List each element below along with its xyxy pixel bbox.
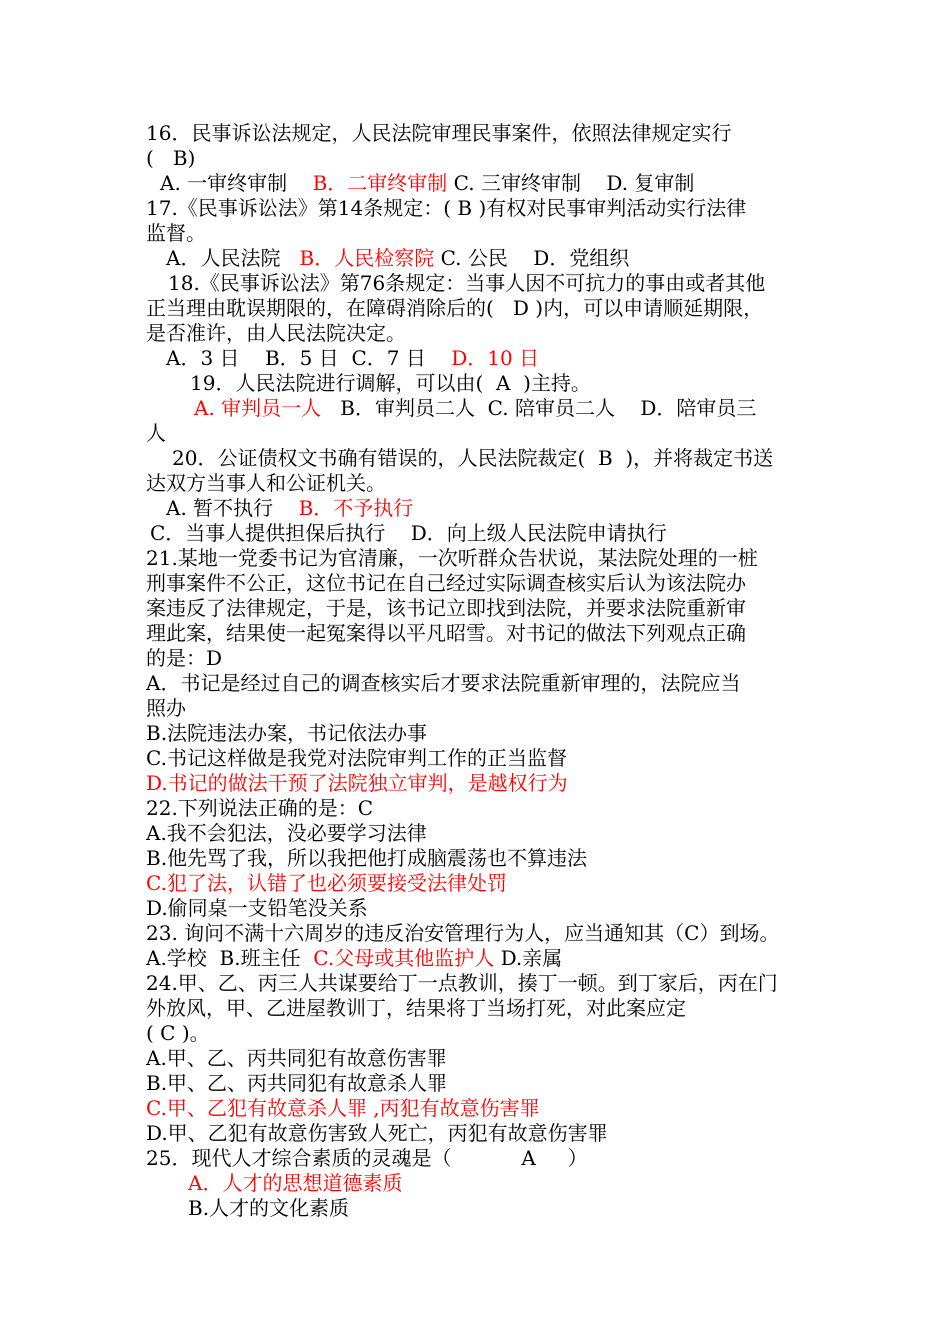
line-text: D.亲属 [494, 946, 563, 970]
text-line [146, 371, 810, 396]
text-line [146, 521, 810, 546]
answer-text: D.书记的做法干预了法院独立审判，是越权行为 [146, 771, 568, 795]
text-line [146, 321, 810, 346]
line-text: 21.某地一党委书记为官清廉，一次听群众告状说，某法院处理的一桩 [146, 546, 758, 570]
text-line [146, 746, 810, 771]
answer-text: A. 审判员一人 [194, 396, 322, 420]
line-text: 23. 询问不满十六周岁的违反治安管理行为人，应当通知其（C）到场。 [146, 921, 780, 945]
text-line [146, 796, 810, 821]
line-text: 的是：D [146, 646, 223, 670]
line-text: 19．人民法院进行调解，可以由( A )主持。 [190, 371, 591, 395]
line-text: C．当事人提供担保后执行 D．向上级人民法院申请执行 [150, 521, 667, 545]
line-text: D.甲、乙犯有故意伤害致人死亡，丙犯有故意伤害罪 [146, 1121, 608, 1145]
text-line [146, 1071, 810, 1096]
line-text: 达双方当事人和公证机关。 [146, 471, 386, 495]
answer-text: B．人民检察院 [299, 246, 435, 270]
text-line [146, 821, 810, 846]
text-line [146, 571, 810, 596]
text-line [146, 1121, 810, 1146]
text-line [146, 871, 810, 896]
line-text: C.书记这样做是我党对法院审判工作的正当监督 [146, 746, 567, 770]
text-line [146, 946, 810, 971]
text-line [146, 1096, 810, 1121]
text-line [146, 471, 810, 496]
line-text: 监督。 [146, 221, 206, 245]
text-line [146, 446, 810, 471]
line-text: 正当理由耽误期限的，在障碍消除后的( D )内，可以申请顺延期限， [146, 296, 764, 320]
text-line [146, 996, 810, 1021]
line-text: A．书记是经过自己的调查核实后才要求法院重新审理的，法院应当 [146, 671, 741, 695]
text-line [146, 221, 810, 246]
text-line [146, 1046, 810, 1071]
text-line [146, 721, 810, 746]
line-text: B.甲、乙、丙共同犯有故意杀人罪 [146, 1071, 448, 1095]
text-line [146, 146, 810, 171]
text-line [146, 396, 810, 421]
document-body [146, 121, 810, 1221]
text-line [146, 696, 810, 721]
line-text: 理此案，结果使一起冤案得以平凡昭雪。对书记的做法下列观点正确 [146, 621, 746, 645]
line-text: B.他先骂了我，所以我把他打成脑震荡也不算违法 [146, 846, 588, 870]
text-line [146, 596, 810, 621]
answer-text: B．二审终审制 [312, 171, 448, 195]
line-text: 16．民事诉讼法规定，人民法院审理民事案件，依照法律规定实行 [146, 121, 732, 145]
text-line [146, 346, 810, 371]
text-line [146, 271, 810, 296]
line-text: 24.甲、乙、丙三人共谋要给丁一点教训，揍丁一顿。到丁家后，丙在门 [146, 971, 778, 995]
text-line [146, 246, 810, 271]
text-line [146, 171, 810, 196]
line-text: 17.《民事诉讼法》第14条规定：( B )有权对民事审判活动实行法律 [146, 196, 747, 220]
line-text: D.偷同桌一支铅笔没关系 [146, 896, 368, 920]
line-text: A．3 日 B．5 日 C．7 日 [166, 346, 452, 370]
text-line [146, 1171, 810, 1196]
line-text: B.人才的文化素质 [188, 1196, 350, 1220]
text-line [146, 421, 810, 446]
answer-text: A．人才的思想道德素质 [188, 1171, 403, 1195]
line-text: 18.《民事诉讼法》第76条规定：当事人因不可抗力的事由或者其他 [168, 271, 766, 295]
answer-text: D．10 日 [451, 346, 540, 370]
text-line [146, 896, 810, 921]
text-line [146, 1021, 810, 1046]
line-text: A. 一审终审制 [160, 171, 313, 195]
text-line [146, 971, 810, 996]
line-text: A.学校 B.班主任 [146, 946, 314, 970]
answer-text: C.父母或其他监护人 [313, 946, 495, 970]
text-line [146, 296, 810, 321]
line-text: B.法院违法办案，书记依法办事 [146, 721, 428, 745]
line-text: A. 暂不执行 [166, 496, 299, 520]
text-line [146, 496, 810, 521]
text-line [146, 646, 810, 671]
line-text: A．人民法院 [166, 246, 300, 270]
line-text: 外放风，甲、乙进屋教训丁，结果将丁当场打死，对此案应定 [146, 996, 686, 1020]
text-line [146, 1196, 810, 1221]
answer-text: B．不予执行 [298, 496, 414, 520]
text-line [146, 671, 810, 696]
text-line [146, 121, 810, 146]
text-line [146, 196, 810, 221]
text-line [146, 771, 810, 796]
line-text: 22.下列说法正确的是：C [146, 796, 374, 820]
answer-text: C.犯了法，认错了也必须要接受法律处罚 [146, 871, 507, 895]
line-text: ( C )。 [146, 1021, 210, 1045]
line-text: 25．现代人才综合素质的灵魂是（ A ） [146, 1146, 588, 1170]
line-text: 刑事案件不公正，这位书记在自己经过实际调查核实后认为该法院办 [146, 571, 746, 595]
line-text: 照办 [146, 696, 186, 720]
line-text: C. 三审终审制 D. 复审制 [447, 171, 695, 195]
line-text: B．审判员二人 C. 陪审员二人 D．陪审员三 [321, 396, 757, 420]
line-text: A.我不会犯法，没必要学习法律 [146, 821, 427, 845]
text-line [146, 546, 810, 571]
text-line [146, 621, 810, 646]
text-line [146, 846, 810, 871]
line-text: 人 [146, 421, 166, 445]
line-text: C. 公民 D．党组织 [434, 246, 630, 270]
line-text: 20．公证债权文书确有错误的，人民法院裁定( B )，并将裁定书送 [172, 446, 774, 470]
text-line [146, 921, 810, 946]
line-text: A.甲、乙、丙共同犯有故意伤害罪 [146, 1046, 447, 1070]
line-text: 案违反了法律规定，于是，该书记立即找到法院，并要求法院重新审 [146, 596, 746, 620]
line-text: ( B) [146, 146, 196, 170]
line-text: 是否准许，由人民法院决定。 [146, 321, 406, 345]
answer-text: C.甲、乙犯有故意杀人罪 ,丙犯有故意伤害罪 [146, 1096, 540, 1120]
text-line [146, 1146, 810, 1171]
